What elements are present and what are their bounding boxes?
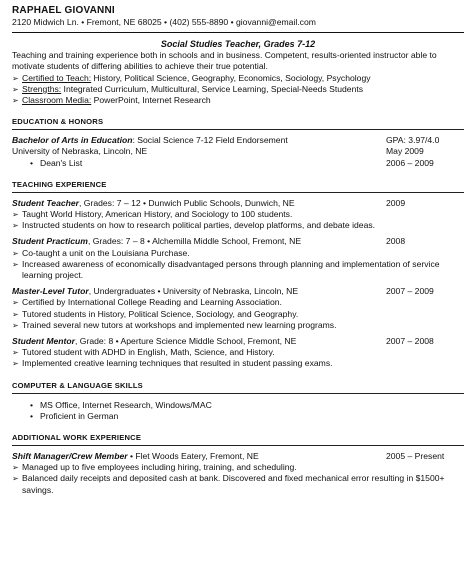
summary-item-value: History, Political Science, Geography, Economics, Sociology, Psychology — [91, 72, 371, 83]
arrow-bullet-icon: ➢ — [12, 320, 19, 330]
skills-list — [12, 400, 464, 422]
school-name: University of Nebraska, Lincoln, NE — [12, 146, 148, 157]
job-title: Student Mentor — [12, 336, 76, 347]
arrow-bullet-icon: ➢ — [12, 298, 19, 308]
job-header — [12, 336, 464, 347]
summary-list — [12, 73, 464, 107]
school-row — [12, 146, 464, 157]
list-item — [30, 158, 82, 169]
skill-text: Proficient in German — [40, 410, 119, 421]
summary-item-value: PowerPoint, Internet Research — [91, 95, 211, 106]
job-entry — [12, 236, 464, 281]
arrow-bullet-icon: ➢ — [12, 309, 19, 319]
degree-title: Bachelor of Arts in Education — [12, 135, 133, 146]
arrow-bullet-icon: ➢ — [12, 210, 19, 220]
list-item — [12, 320, 464, 331]
job-entry — [12, 198, 464, 232]
header-rule — [12, 32, 464, 33]
gpa: GPA: 3.97/4.0 — [386, 135, 440, 146]
summary-item-label: Classroom Media: — [22, 95, 92, 106]
skills-heading: COMPUTER & LANGUAGE SKILLS — [12, 380, 143, 390]
duty-text: Balanced daily receipts and deposited cash at bank. Discovered and fixed mechanical error resulting in $1500+ savings. — [22, 473, 445, 495]
summary-title: Social Studies Teacher, Grades 7-12 — [160, 39, 316, 50]
job-header — [12, 198, 464, 209]
list-item — [30, 411, 464, 422]
arrow-bullet-icon: ➢ — [12, 463, 19, 473]
duty-text: Increased awareness of economically disadvantaged persons through planning and implementation of service learning project. — [22, 258, 440, 281]
job-title: Student Teacher — [12, 197, 80, 208]
grad-date: May 2009 — [386, 146, 424, 157]
duty-text: Tutored students in History, Political Science, Sociology, and Geography. — [22, 308, 299, 319]
summary-item — [12, 84, 464, 95]
duty-text: Implemented creative learning techniques that resulted in student passing exams. — [22, 358, 333, 369]
job-detail: , Grades: 7 – 8 • Alchemilla Middle School, Fremont, NE — [87, 236, 302, 247]
arrow-bullet-icon: ➢ — [12, 84, 19, 94]
list-item — [12, 473, 464, 495]
degree-detail: : Social Science 7-12 Field Endorsement — [132, 135, 288, 146]
skill-text: MS Office, Internet Research, Windows/MAC — [40, 399, 212, 410]
job-header — [12, 286, 464, 297]
list-item — [12, 248, 464, 259]
job-detail: , Grade: 8 • Aperture Science Middle School, Fremont, NE — [75, 336, 297, 347]
list-item — [12, 220, 464, 231]
job-detail: , Grades: 7 – 12 • Dunwich Public Schools, Dunwich, NE — [79, 197, 295, 208]
job-date: 2005 – Present — [386, 451, 445, 462]
summary-item-label: Certified to Teach: — [22, 72, 92, 83]
arrow-bullet-icon: ➢ — [12, 348, 19, 358]
teaching-heading: TEACHING EXPERIENCE — [12, 179, 107, 189]
duty-text: Taught World History, American History, and Sociology to 100 students. — [22, 209, 293, 220]
bullet-icon: • — [30, 157, 34, 168]
duty-text: Tutored student with ADHD in English, Math, Science, and History. — [22, 347, 275, 358]
arrow-bullet-icon: ➢ — [12, 248, 19, 258]
job-entry — [12, 286, 464, 331]
section-rule — [12, 129, 464, 130]
summary-text: Teaching and training experience both in schools and in business. Competent, results-oriented instructor able to motivate students of differing abilities to achieve their true potential. — [12, 50, 437, 72]
job-header — [12, 236, 464, 247]
job-date: 2007 – 2008 — [386, 336, 434, 347]
section-rule — [12, 192, 464, 193]
job-entry — [12, 336, 464, 370]
job-duties — [12, 462, 464, 496]
list-item — [12, 209, 464, 220]
candidate-name: RAPHAEL GIOVANNI — [12, 5, 115, 16]
job-duties — [12, 209, 464, 231]
honor-row — [12, 158, 464, 169]
job-date: 2007 – 2009 — [386, 286, 434, 297]
list-item — [12, 259, 464, 281]
arrow-bullet-icon: ➢ — [12, 259, 19, 269]
summary-item-value: Integrated Curriculum, Multicultural, Service Learning, Special-Needs Students — [61, 83, 364, 94]
duty-text: Managed up to five employees including hiring, training, and scheduling. — [22, 462, 297, 473]
list-item — [12, 358, 464, 369]
list-item — [12, 297, 464, 308]
honor-dates: 2006 – 2009 — [386, 157, 434, 168]
list-item — [12, 347, 464, 358]
section-rule — [12, 393, 464, 394]
job-title: Master-Level Tutor — [12, 286, 89, 297]
arrow-bullet-icon: ➢ — [12, 359, 19, 369]
arrow-bullet-icon: ➢ — [12, 73, 19, 83]
list-item — [12, 309, 464, 320]
job-date: 2008 — [386, 236, 406, 247]
bullet-icon: • — [30, 410, 34, 421]
list-item — [30, 400, 464, 411]
list-item — [12, 462, 464, 473]
arrow-bullet-icon: ➢ — [12, 221, 19, 231]
job-detail: , Undergraduates • University of Nebraska, Lincoln, NE — [88, 286, 299, 297]
job-header — [12, 451, 464, 462]
summary-item — [12, 95, 464, 106]
job-detail: • Flet Woods Eatery, Fremont, NE — [127, 451, 259, 462]
job-duties — [12, 248, 464, 282]
arrow-bullet-icon: ➢ — [12, 474, 19, 484]
education-heading: EDUCATION & HONORS — [12, 117, 104, 127]
additional-heading: ADDITIONAL WORK EXPERIENCE — [12, 433, 142, 443]
duty-text: Certified by International College Reading and Learning Association. — [22, 297, 282, 308]
job-title: Shift Manager/Crew Member — [12, 451, 128, 462]
job-duties — [12, 297, 464, 331]
summary-item — [12, 73, 464, 84]
honor-list — [12, 158, 82, 169]
duty-text: Co-taught a unit on the Louisiana Purchase. — [22, 247, 190, 258]
arrow-bullet-icon: ➢ — [12, 96, 19, 106]
summary-item-label: Strengths: — [22, 83, 62, 94]
duty-text: Trained several new tutors at workshops and implemented new learning programs. — [22, 319, 337, 330]
contact-info: 2120 Midwich Ln. • Fremont, NE 68025 • (402) 555-8890 • giovanni@email.com — [12, 17, 316, 27]
job-title: Student Practicum — [12, 236, 88, 247]
duty-text: Instructed students on how to research political parties, develop platforms, and debate ideas. — [22, 220, 376, 231]
section-rule — [12, 445, 464, 446]
honor-text: Dean's List — [40, 157, 83, 168]
job-duties — [12, 347, 464, 369]
bullet-icon: • — [30, 399, 34, 410]
degree-row — [12, 135, 464, 146]
job-date: 2009 — [386, 197, 406, 208]
